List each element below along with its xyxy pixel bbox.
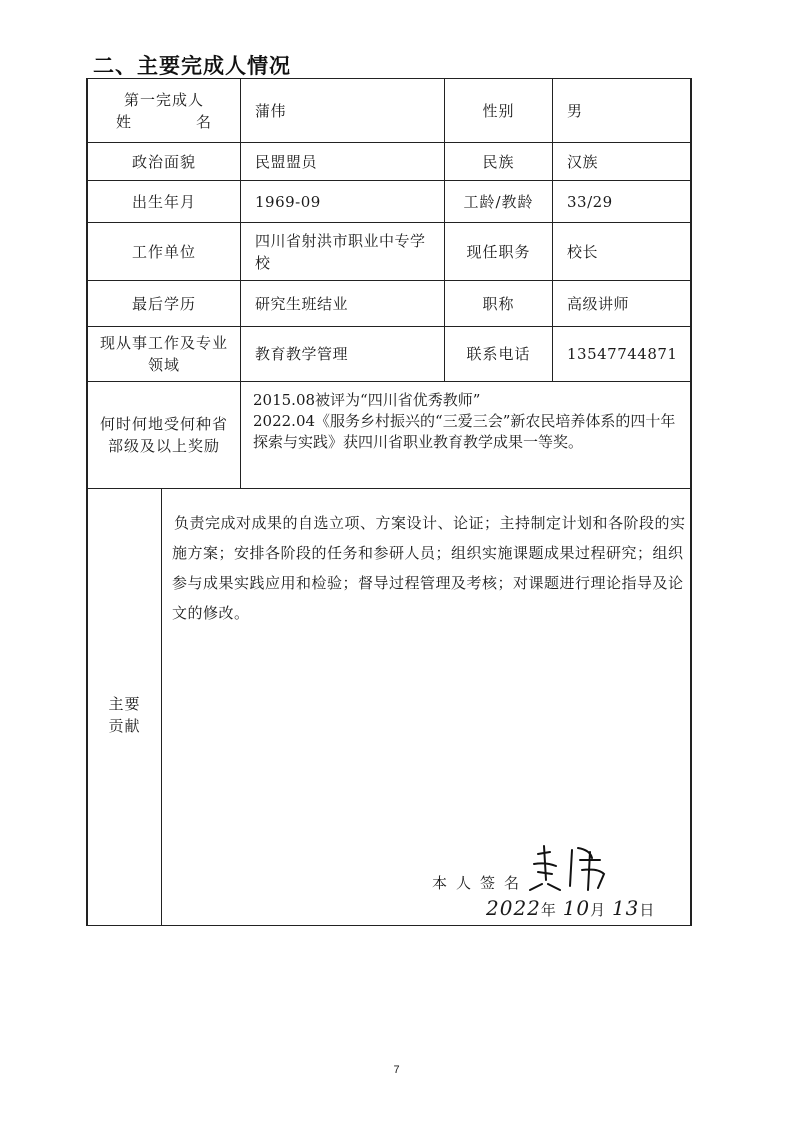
position-label: 现任职务: [466, 242, 531, 261]
title-value: 高级讲师: [567, 294, 630, 313]
phone-label: 联系电话: [466, 345, 531, 363]
name-label-char-b: 名: [195, 112, 212, 131]
gender-value: 男: [567, 101, 583, 120]
awards-value: [241, 382, 690, 488]
name-label-line1: 第一完成人: [123, 90, 204, 109]
ethnicity-value: 汉族: [567, 152, 599, 171]
date-unit-month: 月: [590, 901, 607, 919]
name-label: [88, 79, 240, 142]
awards-label: 何时何地受何种省部级及以上奖励: [99, 415, 228, 455]
name-label-line2: [116, 111, 212, 133]
contribution-label-line2: 贡献: [108, 717, 141, 735]
work-years-label: 工龄/教龄: [463, 192, 534, 211]
phone-value: 13547744871: [567, 345, 678, 363]
education-value: 研究生班结业: [255, 294, 349, 313]
signature-date: [486, 896, 655, 920]
contribution-label-line1: 主要: [108, 695, 141, 713]
education-label: 最后学历: [131, 294, 196, 313]
contribution-label: [88, 680, 161, 750]
name-label-char-a: 姓: [116, 112, 133, 131]
signature-label: 本人签名: [432, 874, 529, 892]
award-entry-2: 2022.04《服务乡村振兴的“三爱三会”新农民培养体系的四十年探索与实践》获四川省职业教育教学成果一等奖。: [253, 412, 676, 451]
name-value: 蒲伟: [255, 101, 287, 120]
handwritten-signature: [520, 840, 616, 896]
page-number: 7: [393, 1064, 400, 1076]
date-unit-day: 日: [639, 901, 656, 919]
date-month: 10: [562, 896, 591, 920]
employer-value: 四川省射洪市职业中专学校: [255, 231, 426, 272]
field-label: 现从事工作及专业领域: [99, 334, 228, 374]
field-value: 教育教学管理: [255, 345, 349, 363]
work-years-value: 33/29: [567, 192, 613, 211]
gender-label: 性别: [482, 101, 515, 120]
section-title: 二、主要完成人情况: [93, 54, 291, 78]
birth-label: 出生年月: [131, 192, 196, 211]
political-label: 政治面貌: [131, 152, 196, 171]
contribution-text: 负责完成对成果的自选立项、方案设计、论证；主持制定计划和各阶段的实施方案；安排各阶段的任务和参研人员；组织实施课题成果过程研究；组织参与成果实践应用和检验；督导过程管理及考核；对课题进行理论指导及论文的修改。: [172, 514, 686, 622]
political-value: 民盟盟员: [255, 152, 318, 171]
title-label: 职称: [482, 294, 515, 313]
date-year: 2022: [486, 896, 541, 920]
birth-value: 1969-09: [255, 192, 321, 211]
position-value: 校长: [567, 242, 599, 261]
date-unit-year: 年: [540, 901, 557, 919]
ethnicity-label: 民族: [482, 152, 515, 171]
date-day: 13: [611, 896, 640, 920]
employer-label: 工作单位: [131, 242, 196, 261]
award-entry-1: 2015.08被评为“四川省优秀教师”: [253, 391, 481, 409]
